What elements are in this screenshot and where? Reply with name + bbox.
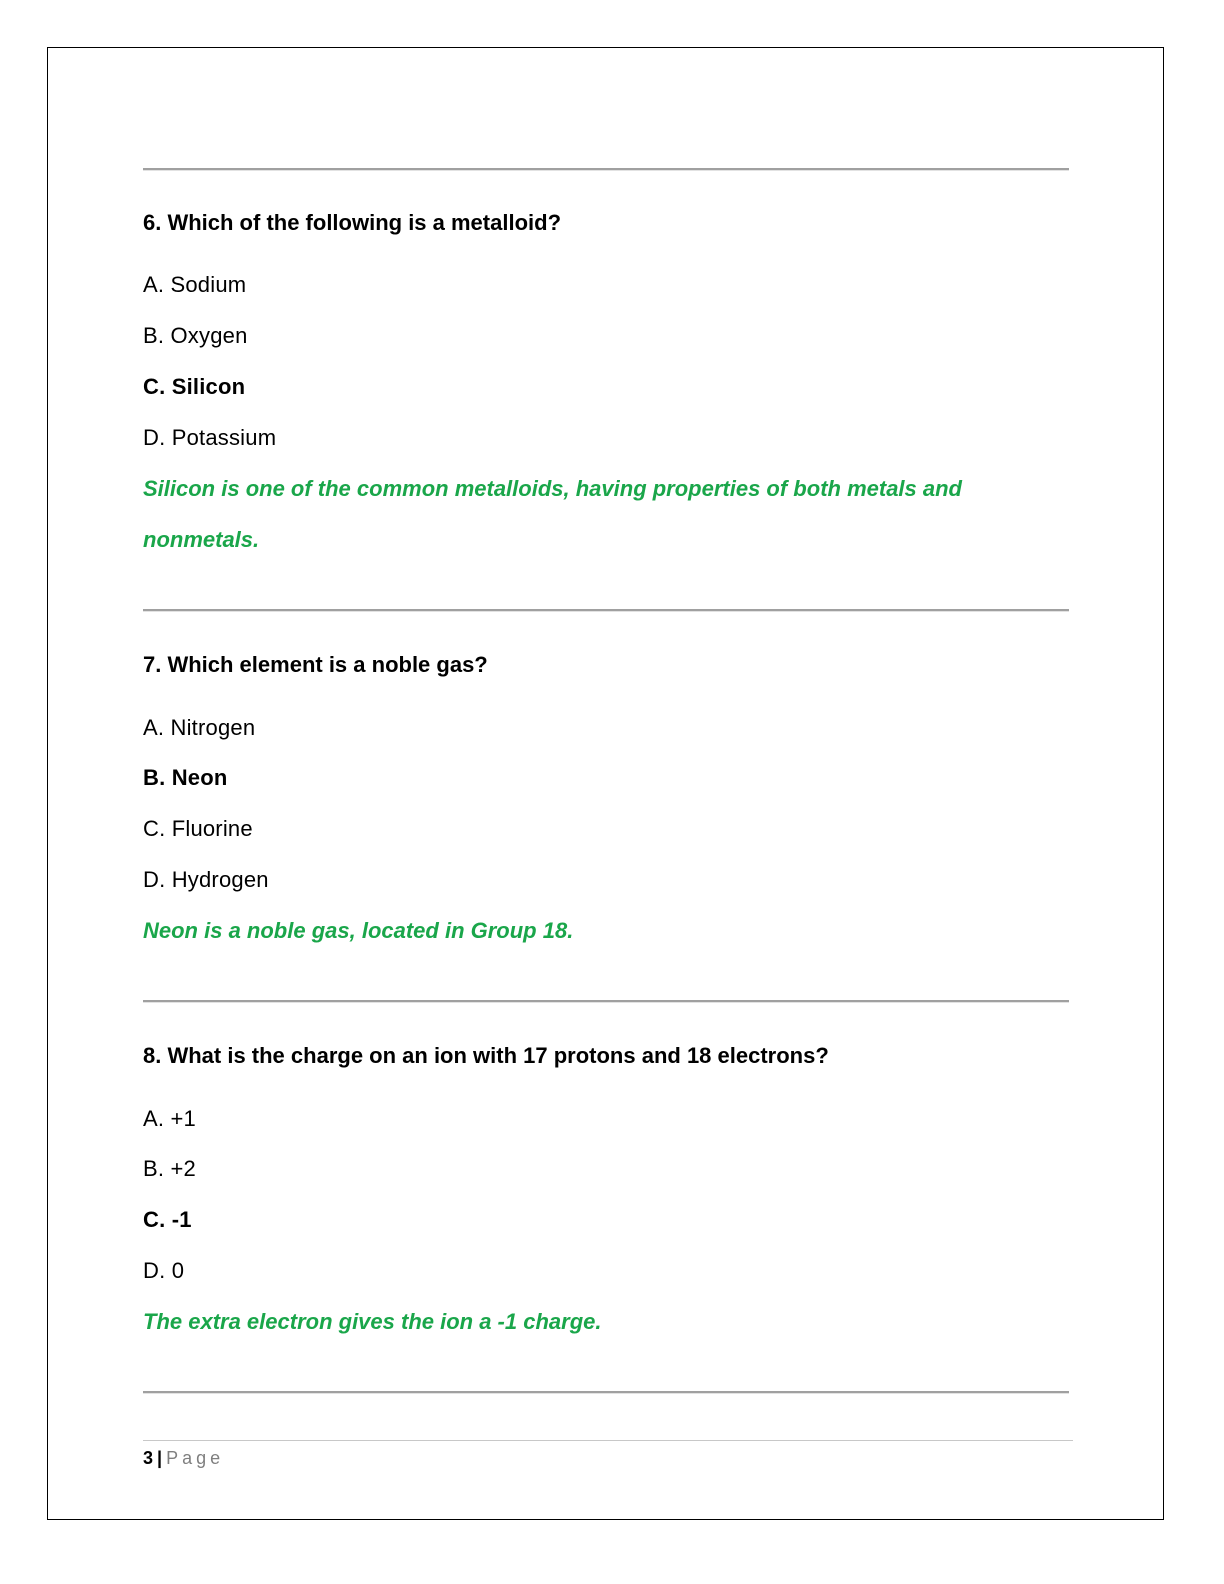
option-6c-correct: C. Silicon xyxy=(143,374,246,399)
option-7a: A. Nitrogen xyxy=(143,715,256,740)
question-7: 7. Which element is a noble gas? xyxy=(143,652,488,677)
section-divider xyxy=(143,1000,1069,1002)
option-6d: D. Potassium xyxy=(143,425,277,450)
option-7d: D. Hydrogen xyxy=(143,867,269,892)
option-7b-correct: B. Neon xyxy=(143,765,228,790)
page-word: Page xyxy=(166,1448,225,1468)
option-8a: A. +1 xyxy=(143,1106,196,1131)
option-7c: C. Fluorine xyxy=(143,816,253,841)
section-divider xyxy=(143,609,1069,611)
explanation-7: Neon is a noble gas, located in Group 18. xyxy=(143,918,574,943)
question-6: 6. Which of the following is a metalloid? xyxy=(143,210,562,235)
footer-rule xyxy=(143,1440,1073,1441)
explanation-8: The extra electron gives the ion a -1 charge. xyxy=(143,1309,602,1334)
section-divider xyxy=(143,168,1069,170)
page-footer xyxy=(143,1449,224,1467)
page-number: 3 xyxy=(143,1448,154,1468)
section-divider xyxy=(143,1391,1069,1393)
footer-separator: | xyxy=(157,1448,163,1468)
question-8: 8. What is the charge on an ion with 17 protons and 18 electrons? xyxy=(143,1043,829,1068)
option-8c-correct: C. -1 xyxy=(143,1207,192,1232)
option-6b: B. Oxygen xyxy=(143,323,248,348)
explanation-6-line-1: Silicon is one of the common metalloids, having properties of both metals and xyxy=(143,476,962,501)
option-8d: D. 0 xyxy=(143,1258,185,1283)
explanation-6-line-2: nonmetals. xyxy=(143,527,260,552)
option-6a: A. Sodium xyxy=(143,272,247,297)
option-8b: B. +2 xyxy=(143,1156,196,1181)
